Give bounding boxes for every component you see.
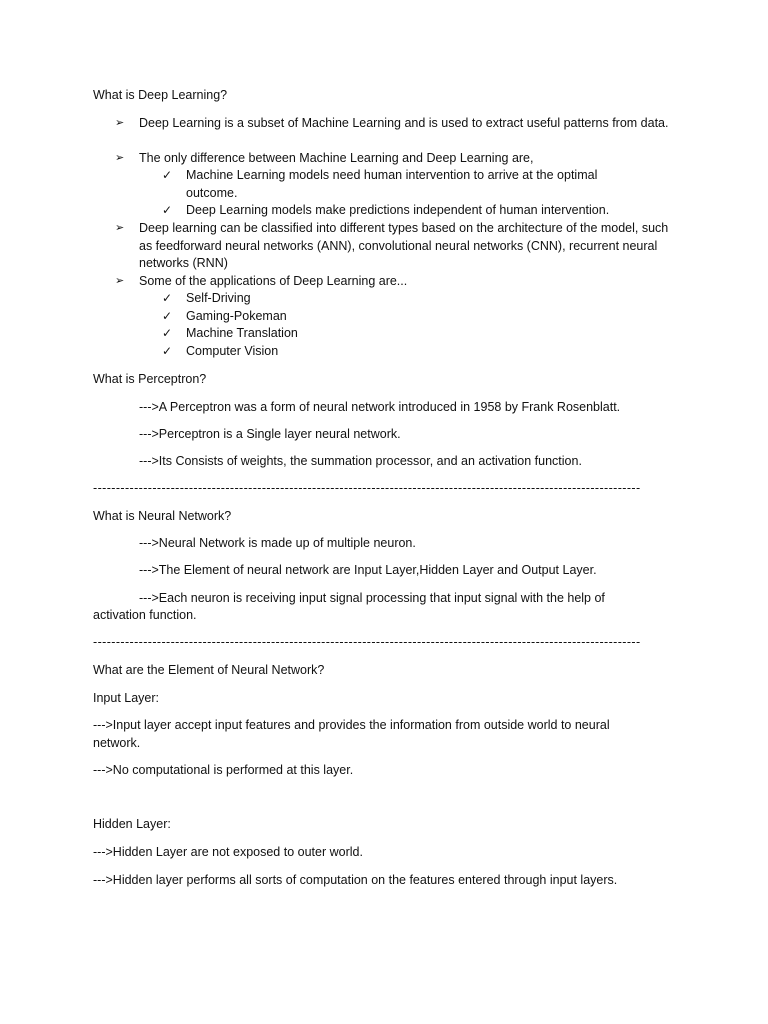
check-bullet-icon: ✓ — [162, 168, 173, 182]
input-layer-line: --->No computational is performed at this layer. — [93, 763, 354, 777]
subbullet-ml-human: Machine Learning models need human intervention to arrive at the optimal outcome. — [186, 168, 598, 200]
hidden-layer-line: --->Hidden Layer are not exposed to outer world. — [93, 845, 363, 859]
bullet-dl-types: Deep learning can be classified into different types based on the architecture of the model, such as feedforward neural networks (ANN), convolutional neural networks (CNN), recurrent neural networks (RNN) — [139, 221, 669, 270]
arrow-bullet-icon: ➢ — [115, 222, 125, 234]
check-bullet-icon: ✓ — [162, 291, 173, 305]
hidden-layer-title: Hidden Layer: — [93, 817, 171, 831]
arrow-bullet-icon: ➢ — [115, 152, 125, 164]
hidden-layer-line: --->Hidden layer performs all sorts of computation on the features entered through input layers. — [93, 873, 618, 887]
app-item: Machine Translation — [186, 326, 298, 340]
bullet-dl-subset: Deep Learning is a subset of Machine Learning and is used to extract useful patterns from data. — [139, 116, 669, 130]
arrow-bullet-icon: ➢ — [115, 275, 125, 287]
bullet-ml-dl-difference: The only difference between Machine Learning and Deep Learning are, — [139, 151, 534, 165]
input-layer-line: --->Input layer accept input features and provides the information from outside world to neural network. — [93, 718, 610, 750]
check-bullet-icon: ✓ — [162, 326, 173, 340]
neural-network-line-cont: activation function. — [93, 608, 197, 622]
heading-perceptron: What is Perceptron? — [93, 372, 207, 386]
app-item: Gaming-Pokeman — [186, 309, 287, 323]
perceptron-line: --->A Perceptron was a form of neural network introduced in 1958 by Frank Rosenblatt. — [139, 400, 621, 414]
perceptron-line: --->Perceptron is a Single layer neural network. — [139, 427, 401, 441]
divider: ------------------------------------------------------------------------------------------------------------------------ — [93, 481, 641, 495]
check-bullet-icon: ✓ — [162, 203, 173, 217]
app-item: Computer Vision — [186, 344, 279, 358]
arrow-bullet-icon: ➢ — [115, 117, 125, 129]
bullet-dl-applications: Some of the applications of Deep Learning are... — [139, 274, 408, 288]
check-bullet-icon: ✓ — [162, 344, 173, 358]
subbullet-dl-independent: Deep Learning models make predictions independent of human intervention. — [186, 203, 610, 217]
neural-network-line: --->Neural Network is made up of multiple neuron. — [139, 536, 416, 550]
heading-deep-learning: What is Deep Learning? — [93, 88, 228, 102]
check-bullet-icon: ✓ — [162, 309, 173, 323]
input-layer-title: Input Layer: — [93, 691, 160, 705]
divider: ------------------------------------------------------------------------------------------------------------------------ — [93, 635, 641, 649]
heading-elements: What are the Element of Neural Network? — [93, 663, 325, 677]
neural-network-line: --->The Element of neural network are Input Layer,Hidden Layer and Output Layer. — [139, 563, 597, 577]
app-item: Self-Driving — [186, 291, 251, 305]
heading-neural-network: What is Neural Network? — [93, 509, 232, 523]
neural-network-line: --->Each neuron is receiving input signal processing that input signal with the help of — [139, 591, 605, 605]
perceptron-line: --->Its Consists of weights, the summation processor, and an activation function. — [139, 454, 582, 468]
